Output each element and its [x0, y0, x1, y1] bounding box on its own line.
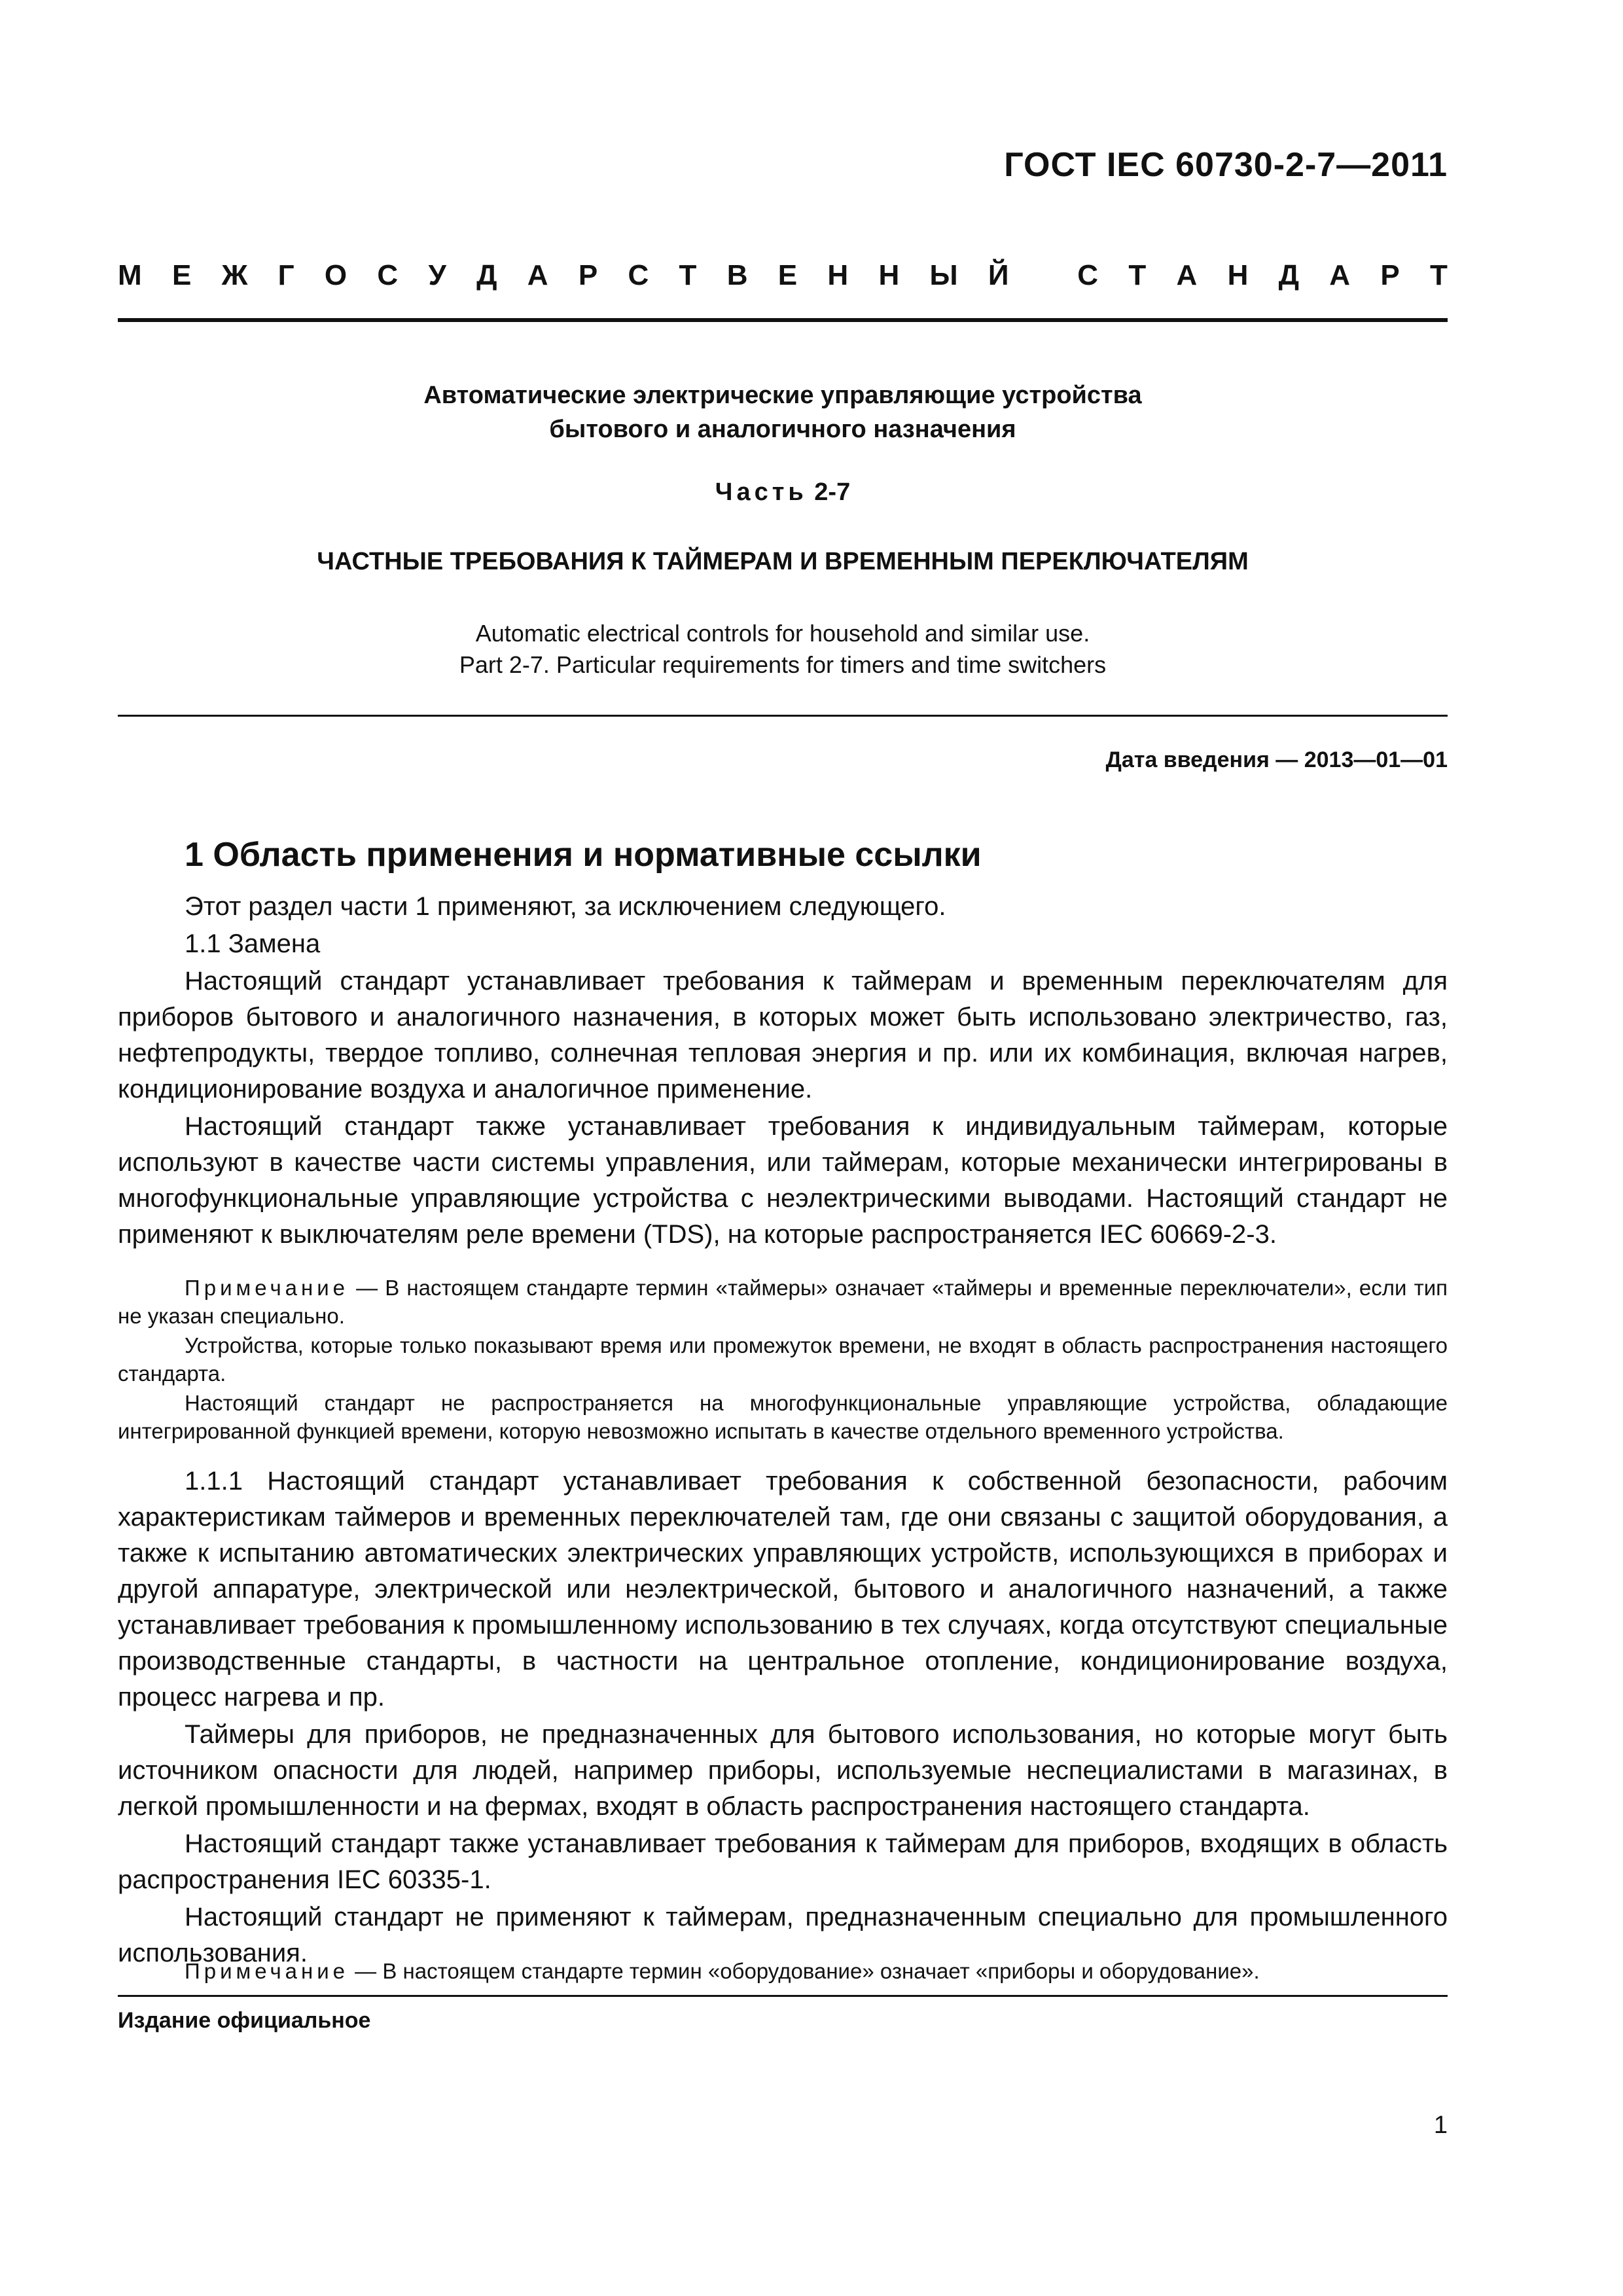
title-ru-line2: бытового и аналогичного назначения: [549, 416, 1016, 443]
standard-type-letter: Т: [679, 259, 697, 291]
note: [118, 1274, 1448, 1330]
standard-type-letter: О: [324, 259, 348, 291]
standard-type-letter: С: [628, 259, 649, 291]
standard-type-letter: А: [1329, 259, 1351, 291]
standard-type-letter: Д: [1278, 259, 1300, 291]
title-subtitle: ЧАСТНЫЕ ТРЕБОВАНИЯ К ТАЙМЕРАМ И ВРЕМЕННЫМ ПЕРЕКЛЮЧАТЕЛЯМ: [317, 548, 1249, 575]
standard-type-letter: У: [428, 259, 446, 291]
standard-type-letter: Т: [1128, 259, 1147, 291]
standard-type-letter: М: [118, 259, 142, 291]
paragraph: Таймеры для приборов, не предназначенных для бытового использования, но которые могут быть источником опасности для людей, например приборы, используемые неспециалистами в магазинах, в легкой промышленности и на фермах, входят в область распространения настоящего стандарта.: [118, 1720, 1448, 1821]
paragraph: Настоящий стандарт не применяют к таймерам, предназначенным специально для промышленного использования.: [118, 1903, 1448, 1967]
standard-type-letter: Д: [476, 259, 497, 291]
standard-type-letter: Н: [827, 259, 849, 291]
standard-type-letter: Ы: [929, 259, 958, 291]
paragraph: Этот раздел части 1 применяют, за исключением следующего.: [185, 892, 946, 921]
standard-type-letter: Г: [277, 259, 294, 291]
standard-type-letter: С: [1077, 259, 1099, 291]
gost-number: ГОСТ IEC 60730-2-7—2011: [1004, 146, 1448, 184]
edition-label: Издание официальное: [118, 2008, 371, 2033]
paragraph: Настоящий стандарт устанавливает требования к таймерам и временным переключателям для приборов бытового и аналогичного назначения, в которых может быть использовано электричество, газ, нефтепродукты, твердое топливо, солнечная тепловая энергия и пр. или их комбинация, включая нагрев, кондиционирование воздуха и аналогичное применение.: [118, 967, 1448, 1103]
part-label: [118, 475, 1448, 509]
note-block-1: [118, 1274, 1448, 1446]
standard-type-letter: А: [1176, 259, 1198, 291]
part-number: 2-7: [814, 478, 851, 506]
standard-type-letter: Й: [988, 259, 1009, 291]
note: [118, 1957, 1448, 1985]
standard-type-letter: Н: [1227, 259, 1249, 291]
header-rule: [118, 318, 1448, 322]
standard-type-letter: А: [527, 259, 548, 291]
paragraph: 1.1.1 Настоящий стандарт устанавливает требования к собственной безопасности, рабочим характеристикам таймеров и временных переключателей там, где они связаны с защитой оборудования, а также к испытанию автоматических электрических управляющих устройств, использующихся в приборах и другой аппаратуре, электрической или неэлектрической, бытового и аналогичного назначений, а также устанавливает требования к промышленному использованию в тех случаях, когда отсутствуют специальные производственные стандарты, в частности на центральное отопление, кондиционирование воздуха, процесс нагрева и пр.: [118, 1467, 1448, 1712]
page-number: 1: [1433, 2111, 1448, 2139]
standard-type-letter: [1039, 259, 1047, 292]
title-ru-line1: Автоматические электрические управляющие устройства: [423, 382, 1142, 409]
intro-date: Дата введения — 2013—01—01: [1105, 747, 1448, 772]
standard-type-letter: С: [377, 259, 399, 291]
title-en-line2: Part 2-7. Particular requirements for timers and time switchers: [459, 651, 1107, 678]
standard-type-letter: Н: [878, 259, 900, 291]
note: Устройства, которые только показывают время или промежуток времени, не входят в область распространения настоящего стандарта.: [118, 1333, 1448, 1386]
standard-type-letter: Р: [1380, 259, 1400, 291]
note: Настоящий стандарт не распространяется на многофункциональные управляющие устройства, обладающие интегрированной функцией времени, которую невозможно испытать в качестве отдельного временного устройства.: [118, 1391, 1448, 1443]
title-rule: [118, 715, 1448, 717]
paragraph: Настоящий стандарт также устанавливает требования к индивидуальным таймерам, которые используют в качестве части системы управления, или таймерам, которые механически интегрированы в многофункциональные управляющие устройства с неэлектрическими выводами. Настоящий стандарт не применяют к выключателям реле времени (TDS), на которые распространяется IEC 60669-2-3.: [118, 1112, 1448, 1249]
note-text: — В настоящем стандарте термин «таймеры» означает «таймеры и временные переключатели», если тип не указан специально.: [118, 1276, 1448, 1328]
section-body-a: [118, 889, 1448, 1254]
standard-type-letter: Е: [171, 259, 192, 291]
part-word: Часть: [715, 478, 808, 506]
section-body-b: [118, 1463, 1448, 1973]
paragraph: 1.1 Замена: [185, 929, 321, 958]
paragraph: Настоящий стандарт также устанавливает требования к таймерам для приборов, входящих в область распространения IEC 60335-1.: [118, 1829, 1448, 1894]
title-ru: [118, 378, 1448, 446]
standard-type-letter: Т: [1430, 259, 1448, 291]
footer-rule: [118, 1995, 1448, 1997]
standard-type-letter: Е: [777, 259, 798, 291]
standard-type-letter: Р: [578, 259, 598, 291]
note-block-2: [118, 1957, 1448, 1986]
note-label: Примечание: [185, 1959, 349, 1983]
title-en: [118, 618, 1448, 681]
standard-type-letter: В: [726, 259, 748, 291]
note-label: Примечание: [185, 1276, 349, 1300]
title-en-line1: Automatic electrical controls for household and similar use.: [475, 620, 1090, 647]
note-text: — В настоящем стандарте термин «оборудование» означает «приборы и оборудование».: [349, 1959, 1260, 1983]
section-heading: 1 Область применения и нормативные ссылки: [185, 836, 982, 874]
standard-type-heading: [118, 259, 1448, 292]
standard-type-letter: Ж: [221, 259, 248, 291]
